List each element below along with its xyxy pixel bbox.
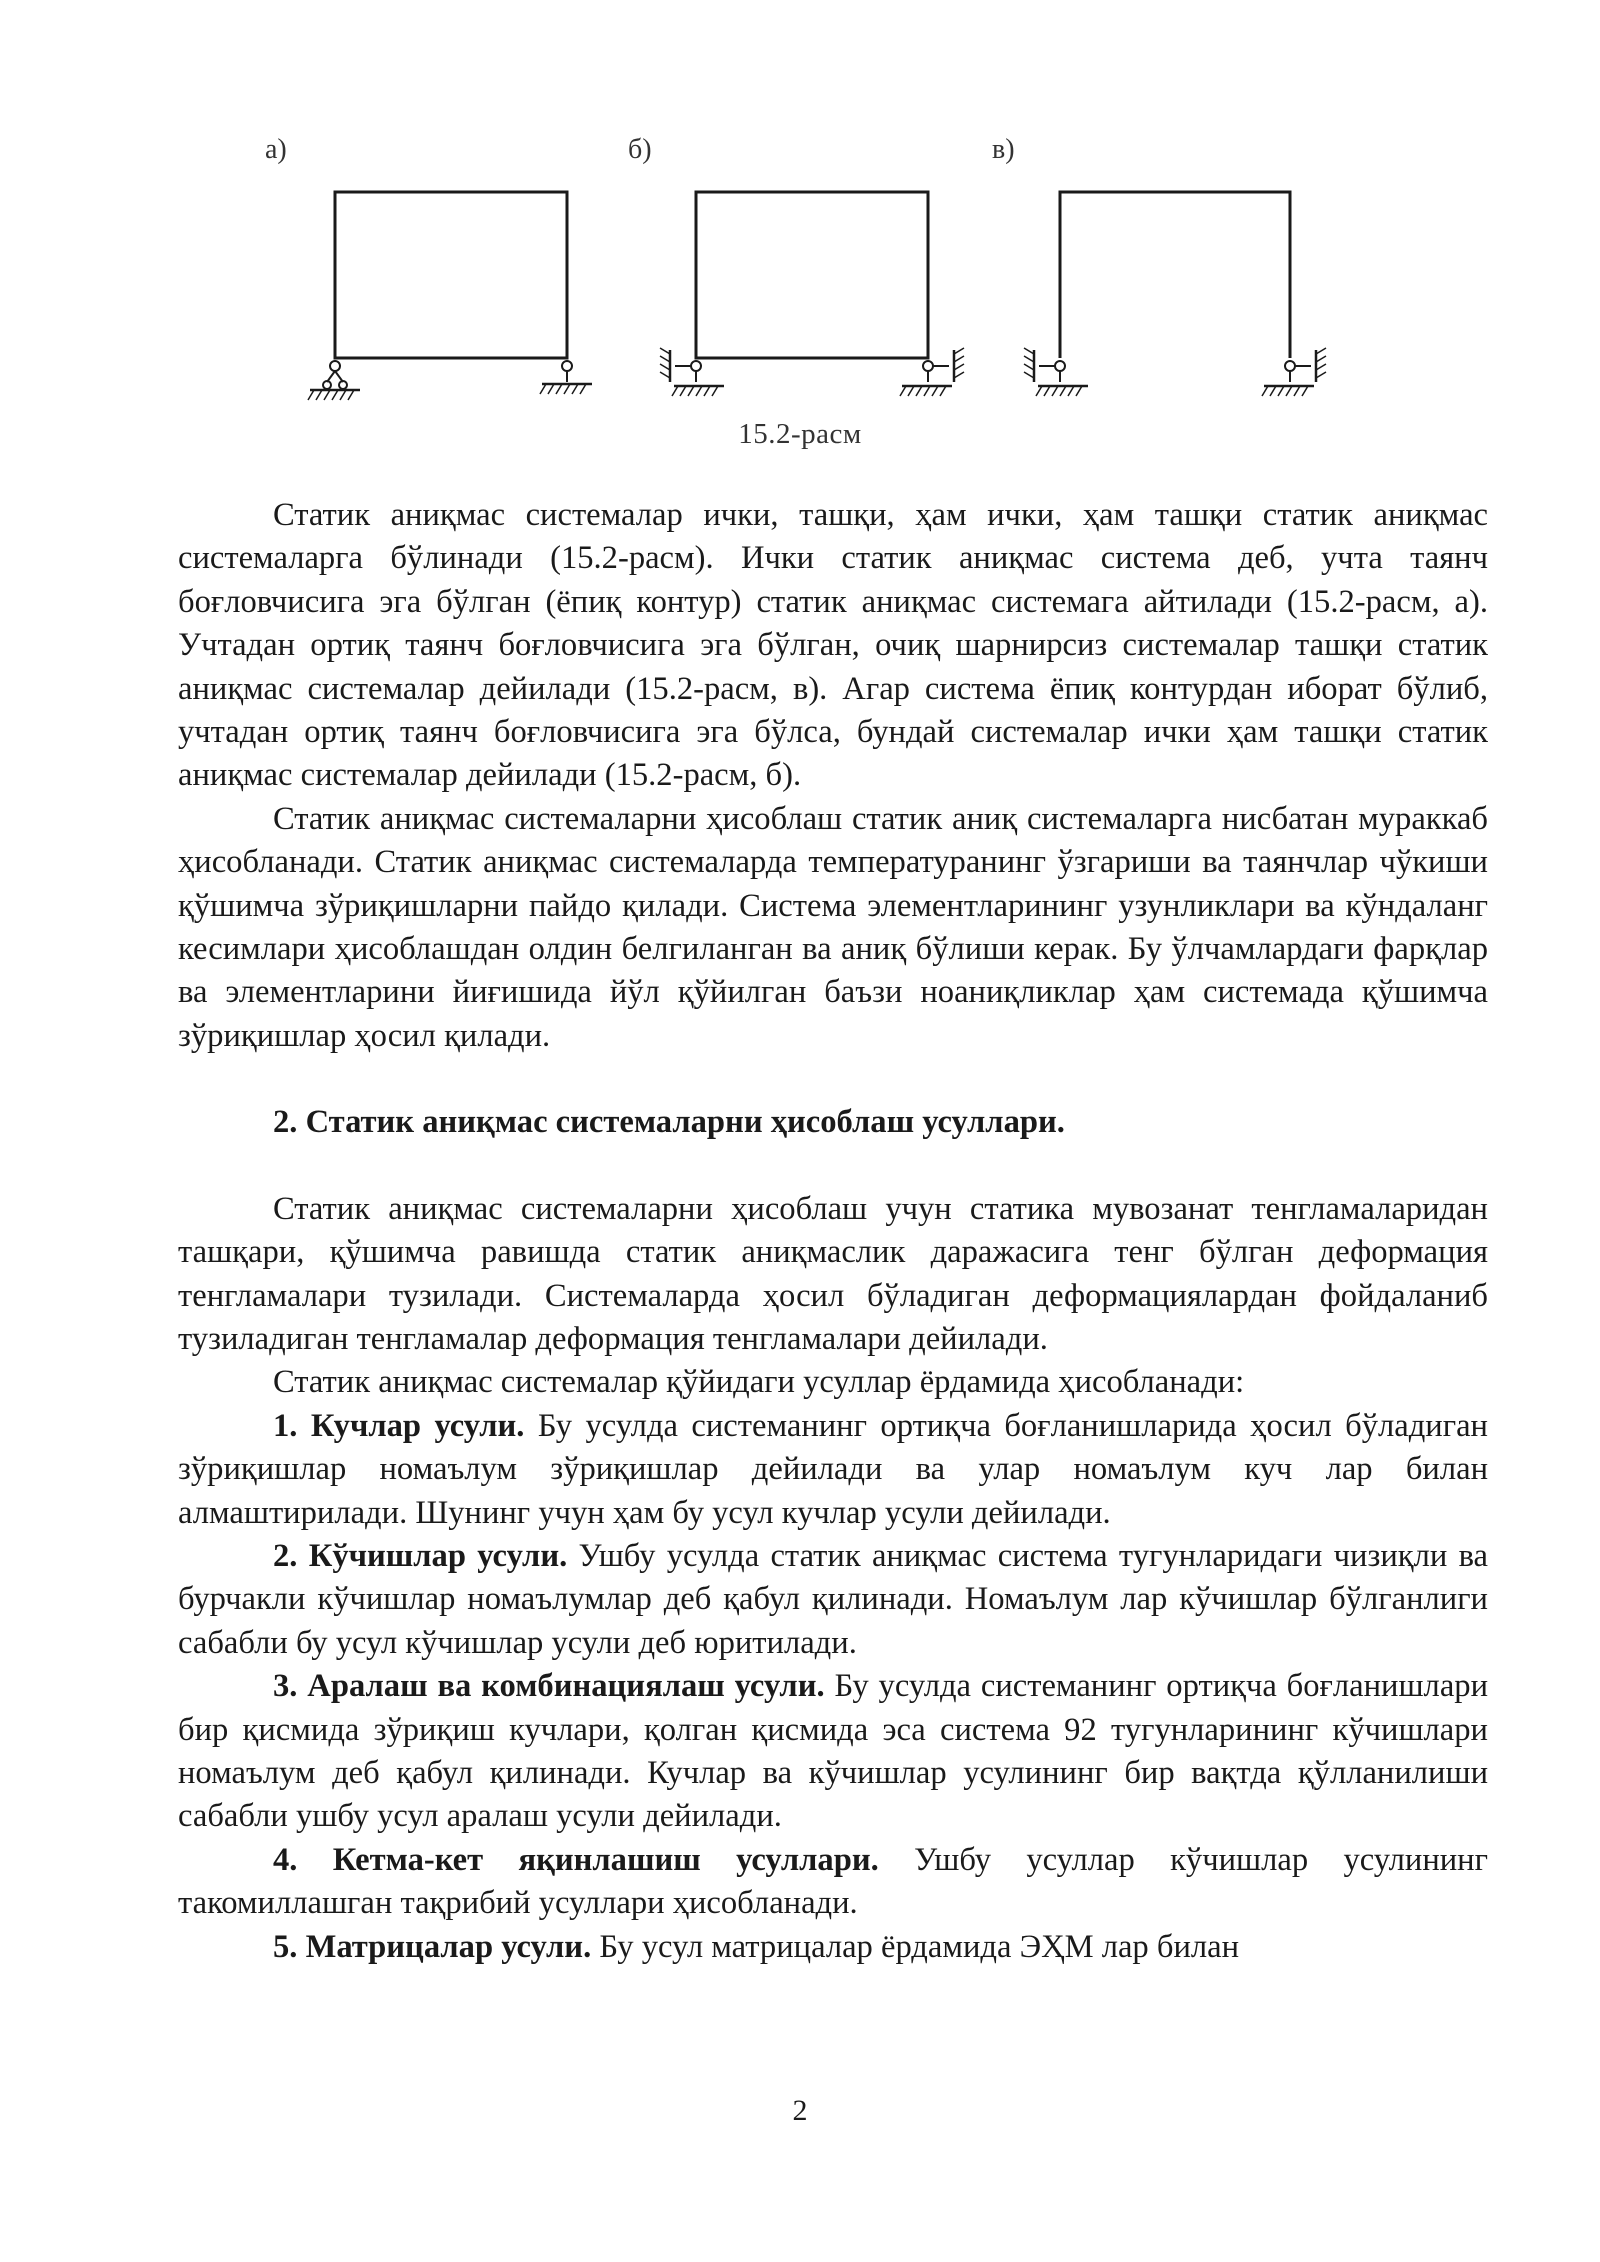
method-title: 2. Кўчишлар усули. (273, 1537, 568, 1574)
figure-caption: 15.2-расм (738, 418, 862, 450)
frame-a (308, 192, 592, 400)
method-item (178, 1926, 1488, 1969)
paragraph: Статик аниқмас системалар қўйидаги усуллар ёрдамида ҳисобланади: (273, 1364, 1245, 1401)
label-a: а) (265, 134, 287, 165)
method-item (178, 1839, 1488, 1926)
method-title: 5. Матрицалар усули. (273, 1928, 592, 1965)
method-item (178, 1535, 1488, 1665)
frame-diagrams (250, 120, 1370, 420)
method-description: Бу усулда системанинг ортиқча боғланишларида ҳосил бўладиган зўриқишлар номаълум зўриқишлар дейилади ва улар номаълум куч лар билан алмаштирилади. Шунинг учун ҳам бу усул кучлар усули дейилади. (178, 1407, 1488, 1531)
method-description: Бу усулда системанинг ортиқча боғланишлари бир қисмида зўриқиш кучлари, қолган қисмида эса система 92 тугунларининг кўчишлари номаълум деб қабул қилинади. Кучлар ва кўчишлар усулининг бир вақтда қўлланилиши сабабли ушбу усул аралаш усули дейилади. (178, 1668, 1489, 1835)
label-b: б) (628, 134, 652, 165)
method-item (178, 1665, 1488, 1839)
body-text (178, 494, 1488, 1969)
method-item (178, 1405, 1488, 1535)
paragraph: Статик аниқмас системаларни ҳисоблаш статик аниқ системаларга нисбатан мураккаб ҳисобланади. Статик аниқмас системаларда температуранинг ўзгариши ва таянчлар чўкиши қўшимча зўриқишларни пайдо қилади. Система элементларининг узунликлари ва кўндаланг кесимлари ҳисоблашдан олдин белгиланган ва аниқ бўлиши керак. Бу ўлчамлардаги фарқлар ва элементларини йиғишида йўл қўйилган баъзи ноаниқликлар ҳам системада қўшимча зўриқишлар ҳосил қилади. (178, 800, 1488, 1054)
label-v: в) (992, 134, 1015, 165)
method-description: Ушбу усулда статик аниқмас система тугунларидаги чизиқли ва бурчакли кўчишлар номаълумлар деб қабул қилинади. Номаълум лар кўчишлар бўлганлиги сабабли бу усул кўчишлар усули деб юритилади. (178, 1537, 1488, 1661)
frame-v (1024, 192, 1326, 396)
method-description: Бу усул матрицалар ёрдамида ЭҲМ лар билан (591, 1928, 1240, 1965)
method-title: 3. Аралаш ва комбинациялаш усули. (273, 1668, 825, 1705)
method-title: 1. Кучлар усули. (273, 1407, 525, 1444)
method-description: Ушбу усуллар кўчишлар усулининг такомиллашган тақрибий усуллари ҳисобланади. (178, 1841, 1488, 1922)
paragraph: Статик аниқмас системаларни ҳисоблаш учун статика мувозанат тенгламаларидан ташқари, қўшимча равишда статик аниқмаслик даражасига тенг бўлган деформация тенгламалари тузилади. Системаларда ҳосил бўладиган деформациялардан фойдаланиб тузиладиган тенгламалар деформация тенгламалари дейилади. (178, 1190, 1488, 1357)
page-number: 2 (792, 2094, 808, 2127)
section-heading: 2. Статик аниқмас системаларни ҳисоблаш усуллари. (273, 1104, 1065, 1141)
method-title: 4. Кетма-кет яқинлашиш усуллари. (273, 1841, 879, 1878)
paragraph: Статик аниқмас системалар ички, ташқи, ҳам ички, ҳам ташқи статик аниқмас системаларга бўлинади (15.2-расм). Ички статик аниқмас система деб, учта таянч боғловчисига эга бўлган (ёпиқ контур) статик аниқмас системага айтилади (15.2-расм, а). Учтадан ортиқ таянч боғловчисига эга бўлган, очиқ шарнирсиз системалар ташқи статик аниқмас системалар дейилади (15.2-расм, в). Агар система ёпиқ контурдан иборат бўлиб, учтадан ортиқ таянч боғловчисига эга бўлса, бундай системалар ички ҳам ташқи статик аниқмас системалар дейилади (15.2-расм, б). (178, 497, 1488, 794)
frame-b (660, 192, 964, 396)
